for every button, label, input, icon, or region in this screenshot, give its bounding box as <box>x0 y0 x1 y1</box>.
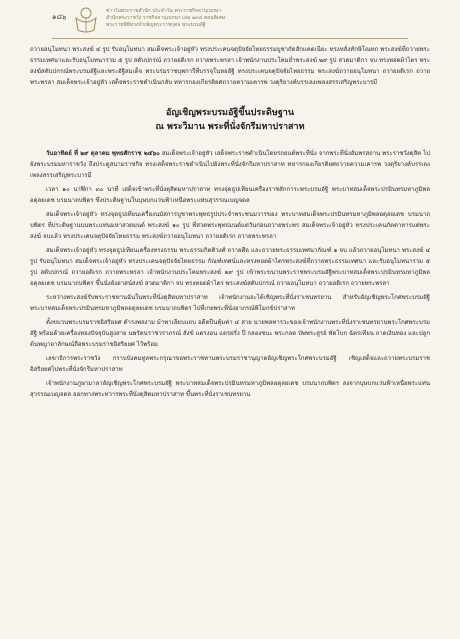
body-paragraph: สมเด็จพระเจ้าอยู่หัว ทรงจุดธูปเทียนเครื่องทรงธรรม พระธรรมกิตติวงศ์ ถวายศีล และถวายพระธรรมเทศนากัณฑ์ ๑ จบ แล้วถวายอนุโมทนา พระสงฆ์ ๔ รูป รับอนุโมทนา สมเด็จพระเจ้าอยู่หัว ทรงประเคนจตุปัจจัยไทยธรรม กัณฑ์เทศน์และทรงทอดผ้าไตรพระสงฆ์ที่ถวายพระธรรมเทศนา และรับอนุโมทนารวม ๕ รูป สดับปกรณ์ ถวายอดิเรก ถวายพระพรลา เจ้าพนักงานประโคมพระสงฆ์ ๒๙ รูป เข้าพระขนานพระราชพระบรมอัฐิพระบาทสมเด็จพระปรมินทรมหาภูมิพลอดุลยเดช บรมนาถบพิตร ขึ้นนั่งยังอาสน์สงฆ์ สวดมาติกา จบ ทรงทอดผ้าไตร พระสงฆ์สดับปกรณ์ ถวายอนุโมทนา ถวายอดิเรก ถวายพระพรลา <box>30 247 430 287</box>
date-label: วันอาทิตย์ ที่ ๒๙ ตุลาคม พุทธศักราช ๒๕๖๐ <box>46 150 160 157</box>
body-paragraph: เวลา ๑๐ นาฬิกา ๓๐ นาที เสด็จเข้าพระที่นั่งดุสิตมหาปราสาท ทรงจุดธูปเทียนเครื่องราชสักการะพระบรมอัฐิ พระบาทสมเด็จพระปรมินทรมหาภูมิพลอดุลยเดช บรมนาถบพิตร ซึ่งประดิษฐานในบุษบกแว่นฟ้าเหนือพระแท่นสุวรรณเบญจดล <box>30 186 430 204</box>
header-line: พระราชพิธีทรงบำเพ็ญพระราชกุศล พระบรมอัฐิ <box>106 22 206 28</box>
page-header <box>30 0 430 44</box>
header-divider <box>52 38 408 39</box>
body-paragraph: เลขาธิการพระราชวัง กราบบังคมทูลพระกรุณาขอพระราชทานพระบรมราชานุญาตอัญเชิญพระโกศพระบรมอัฐิ เชิญเสด็จและถวายพระบรมราชอิสริยยศไปพระที่นั่งจักรีมหาปราสาท <box>30 355 430 373</box>
section-title-line-1: อัญเชิญพระบรมอัฐิขึ้นประดิษฐาน <box>165 108 294 118</box>
section-title-line-2: ณ พระวิมาน พระที่นั่งจักรีมหาปราสาท <box>155 122 305 132</box>
page-number: ๑๘๖ <box>52 13 67 21</box>
body-paragraph: สมเด็จพระเจ้าอยู่หัว ทรงจุดธูปเทียนเครื่องนมัสการบูชาพระพุทธรูปประจำพระชนมวารของ พระบาทสมเด็จพระปรมินทรมหาภูมิพลอดุลยเดช บรมนาถบพิตร ที่ประดิษฐานบนพระแท่นมหาสวดมนต์ พระสงฆ์ ๑๐ รูป ที่สวดพระพุทธมนต์แต่วันก่อนถวายพระพร สมเด็จพระเจ้าอยู่หัว ทรงประเคนภัตตาหารแด่พระสงฆ์ จบแล้ว ทรงประเคนจตุปัจจัยไทยธรรม พระสงฆ์ถวายอนุโมทนา ถวายอดิเรก ถวายพระพรลา <box>30 211 430 240</box>
header-line: สำนักพระราชวัง ราชกิจจานุเบกษา เล่ม ๑๓๔ ตอนพิเศษ <box>106 15 226 21</box>
paragraph-text: สมเด็จพระเจ้าอยู่หัว เสด็จพระราชดำเนินโดยรถยนต์พระที่นั่ง จากพระที่นั่งอัมพรสถาน พระราชวังดุสิต ไปยังพระบรมมหาราชวัง ถึงประตูสนามราชกิจ ทรงเสด็จพระราชดำเนินไปยังพระที่นั่งจักรีมหาปราสาท ทหารกองเกียรติยศถวายความเคารพ วงดุริยางค์บรรเลงเพลงสรรเสริญพระบารมี <box>30 150 430 179</box>
header-text <box>106 8 356 29</box>
body-paragraph <box>30 148 430 181</box>
intro-paragraph: ถวายอนุโมทนา พระสงฆ์ ๔ รูป รับอนุโมทนา สมเด็จพระเจ้าอยู่หัว ทรงประเคนจตุปัจจัยไทยธรรมบูชาถัดสักแคดเนียะ ทรงหลั่งทักษิโณทก พระสงฆ์ที่ถวายพระธรรมเทศนาและรับอนุโมทนารวม ๕ รูป สดับปกรณ์ ถวายอดิเรก ถวายพระพรลา เจ้าพนักงานประโคมย่ำพระสงฆ์ ๒๙ รูป สวดมาติกา จบ ทรงทอดผ้าไตร พระสงฆ์สดับปกรณ์พระบรมอัฐิและพระอัฐิสมเด็จ พระบรมราชบุพการีที่บรรจุในหออัฐิ ทรงประเคนจตุปัจจัยไทยธรรม พระสงฆ์ถวายอนุโมทนา ถวายอดิเรก ถวายพระพรลา สมเด็จพระเจ้าอยู่หัว เสด็จพระราชดำเนินกลับ ทหารกองเกียรติยศถวายความเคารพ วงดุริยางค์บรรเลงเพลงสรรเสริญพระบารมี <box>30 46 430 86</box>
body-paragraph: ตั้งขบวนพระบรมราชอิสริยยศ ดำรงพลงาม ม้าพาเลียบแถบ อดีตปีนคุ้มค่า ๔ สาย นายพลทารวะของเจ้าพนักงานพระที่นั่งราเชนทรยานพระโกศพระบรมอัฐิ พร้อมด้วยเครื่องทองปัจจุบันสูงสาย นพรัตนราชวราภรณ์ สังข์ แตรงอน แตรฝรั่ง ปี่ กลองชนะ พระกลด บัพพระสูรย์ พัดโบก ฉัตรเทียน ถาดเงินทอง และปลูกต้นพญาอาลักษณ์ถือพระบรมราชอิสริยยศ ไว้พร้อม <box>30 319 430 348</box>
section-title <box>30 106 430 134</box>
header-line: ข่าวในพระราชสำนัก ประจำวัน พระราชกิจจานุเบกษา <box>106 8 222 14</box>
garuda-emblem-icon <box>72 4 100 34</box>
intro-block <box>30 44 430 88</box>
body-paragraph: ระหว่างพระสงฆ์รับพระราชทานฉันในพระที่นั่งดุสิตมหาปราสาท เจ้าพนักงานจะได้เชิญพระที่นั่งราเชนทรยาน สำหรับอัญเชิญพระโกศพระบรมอัฐิพระบาทสมเด็จพระปรมินทรมหาภูมิพลอดุลยเดช บรมนาถบพิตร ไปที่เกยพระที่นั่งอาภรณ์พิโมกข์ปราสาท <box>30 294 430 312</box>
body-block <box>30 148 430 400</box>
body-paragraph: เจ้าพนักงานภูษามาลาอัญเชิญพระโกศพระบรมอัฐิ พระบาทสมเด็จพระปรมินทรมหาภูมิพลอดุลยเดช บรมนาถบพิตร ลงจากบุษบกแว่นฟ้าเหนือพระแท่นสุวรรณเบญจดล ออกทางพระทวารพระที่นั่งดุสิตมหาปราสาท ขึ้นพระที่นั่งราเชนทรยาน <box>30 380 430 398</box>
